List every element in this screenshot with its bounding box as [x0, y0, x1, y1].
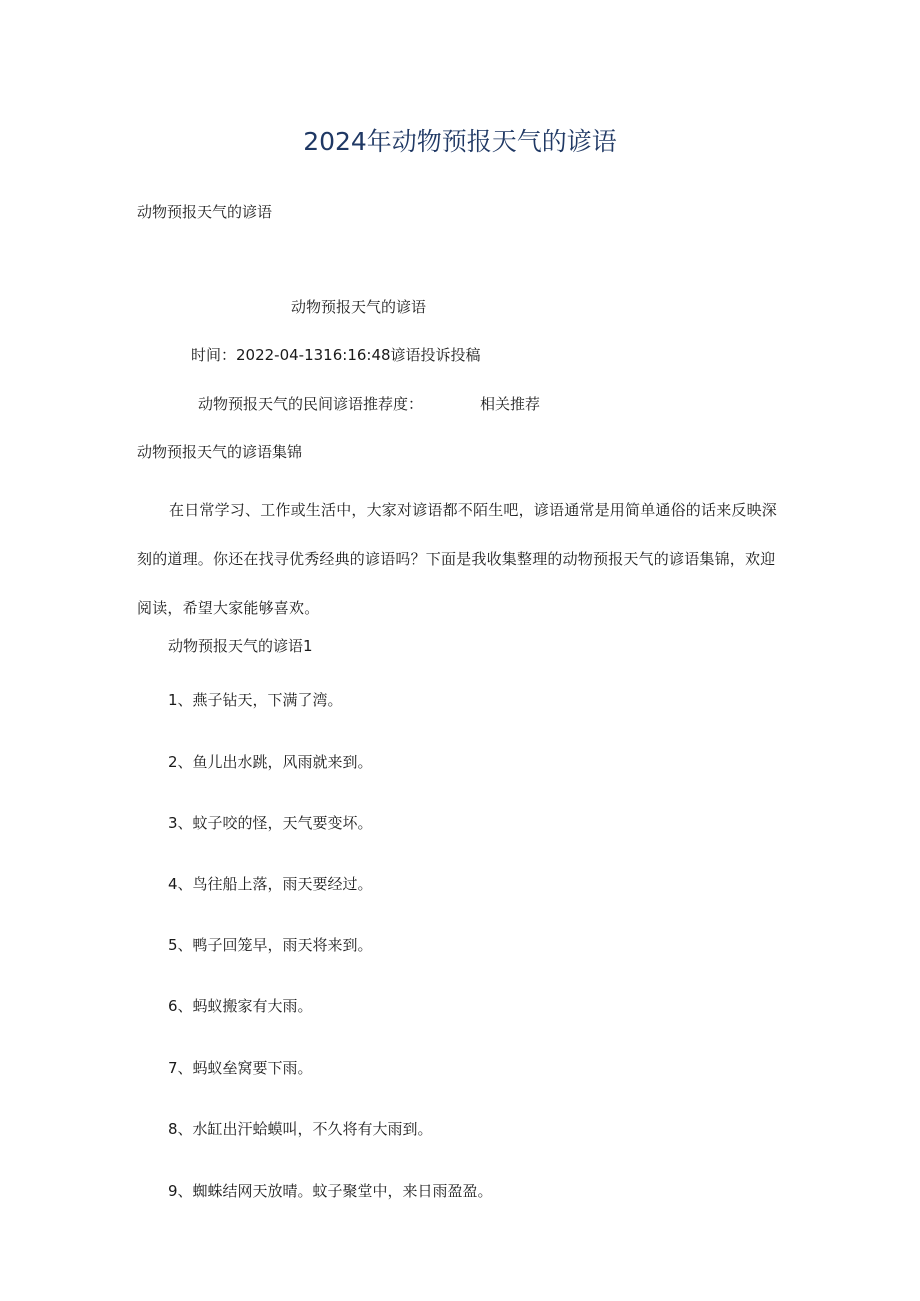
document-title: 2024年动物预报天气的谚语	[303, 127, 617, 156]
heading-left: 动物预报天气的谚语	[137, 203, 273, 221]
list-item: 8、水缸出汗蛤蟆叫，不久将有大雨到。	[168, 1120, 433, 1138]
section-heading: 动物预报天气的谚语1	[168, 637, 313, 655]
heading-center: 动物预报天气的谚语	[291, 298, 427, 316]
list-item: 6、蚂蚁搬家有大雨。	[168, 997, 313, 1015]
list-item: 4、鸟往船上落，雨天要经过。	[168, 875, 373, 893]
recommend-label: 动物预报天气的民间谚语推荐度：	[198, 395, 424, 413]
intro-paragraph: 在日常学习、工作或生活中，大家对谚语都不陌生吧，谚语通常是用简单通俗的话来反映深刻的道理。你还在找寻优秀经典的谚语吗？下面是我收集整理的动物预报天气的谚语集锦，欢迎阅读，希望大家能够喜欢。	[137, 501, 778, 617]
related-label: 相关推荐	[480, 395, 541, 413]
list-item: 7、蚂蚁垒窝要下雨。	[168, 1059, 313, 1077]
meta-line: 时间：2022-04-1316:16:48谚语投诉投稿	[191, 346, 481, 364]
list-item: 5、鸭子回笼早，雨天将来到。	[168, 936, 373, 954]
collection-heading: 动物预报天气的谚语集锦	[137, 443, 303, 461]
list-item: 2、鱼儿出水跳，风雨就来到。	[168, 753, 373, 771]
list-item: 9、蜘蛛结网天放晴。蚊子聚堂中，来日雨盈盈。	[168, 1182, 493, 1200]
list-item: 1、燕子钻天，下满了湾。	[168, 691, 343, 709]
list-item: 3、蚊子咬的怪，天气要变坏。	[168, 814, 373, 832]
